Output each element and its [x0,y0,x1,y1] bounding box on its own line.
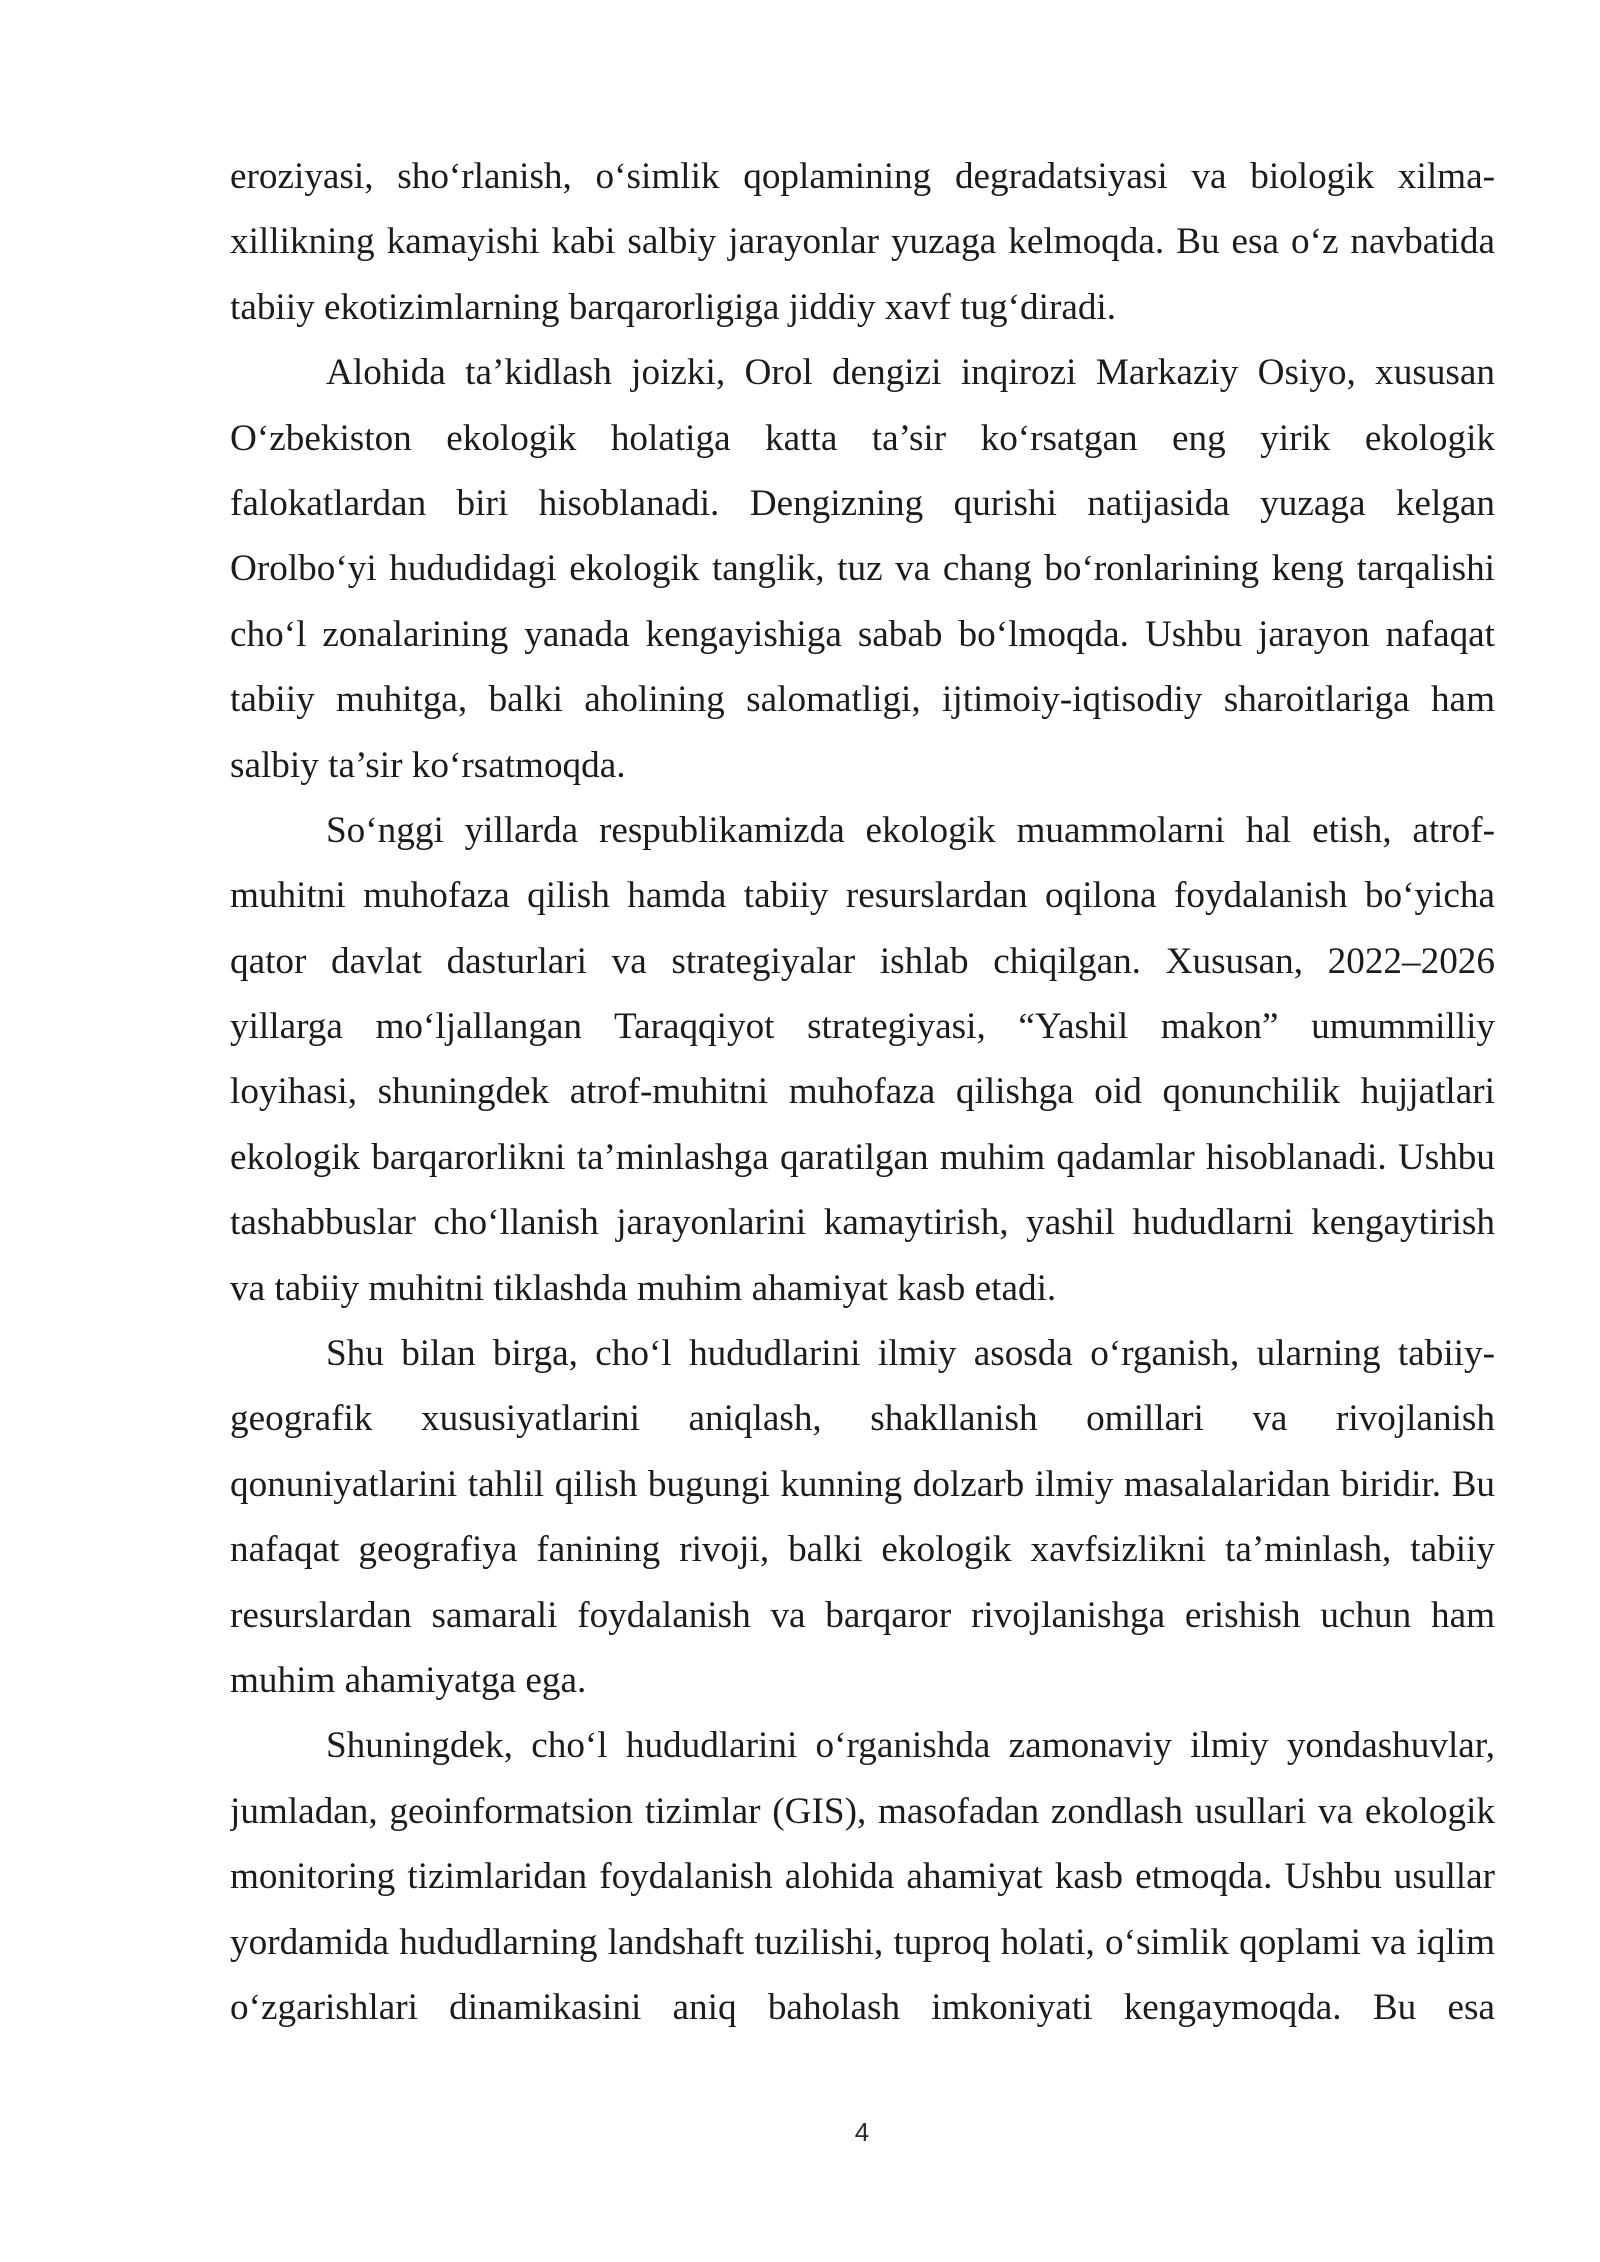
text-line: Orolbo‘yi hududidagi ekologik tanglik, tuz va chang bo‘ronlarining keng tarqalishi [230,548,1495,590]
text-line: eroziyasi, sho‘rlanish, o‘simlik qoplamining degradatsiyasi va biologik xilma- [230,156,1495,197]
text-line: Shuningdek, cho‘l hududlarini o‘rganishda zamonaviy ilmiy yondashuvlar, [326,1725,1495,1767]
text-line: qator davlat dasturlari va strategiyalar ishlab chiqilgan. Xususan, 2022–2026 [230,940,1495,982]
text-line: va tabiiy muhitni tiklashda muhim ahamiyat kasb etadi. [230,1267,1057,1309]
text-line: nafaqat geografiya fanining rivoji, balki ekologik xavfsizlikni ta’minlash, tabiiy [230,1529,1495,1571]
text-line: yordamida hududlarning landshaft tuzilishi, tuproq holati, o‘simlik qoplami va iqlim [230,1921,1495,1963]
text-line: tashabbuslar cho‘llanish jarayonlarini kamaytirish, yashil hududlarni kengaytirish [230,1202,1495,1244]
paragraph-4 [230,1321,1495,1713]
page-number: 4 [854,2117,870,2147]
text-line: So‘nggi yillarda respublikamizda ekologik muammolarni hal etish, atrof- [326,809,1495,851]
text-line: O‘zbekiston ekologik holatiga katta ta’sir ko‘rsatgan eng yirik ekologik [230,417,1495,459]
text-line: tabiiy ekotizimlarning barqarorligiga jiddiy xavf tug‘diradi. [230,286,1117,328]
text-line: monitoring tizimlaridan foydalanish alohida ahamiyat kasb etmoqda. Ushbu usullar [230,1856,1495,1898]
text-line: qonuniyatlarini tahlil qilish bugungi kunning dolzarb ilmiy masalalaridan biridir. Bu [230,1463,1495,1505]
text-line: resurslardan samarali foydalanish va barqaror rivojlanishga erishish uchun ham [230,1594,1495,1636]
text-line: muhitni muhofaza qilish hamda tabiiy resurslardan oqilona foydalanish bo‘yicha [230,875,1495,917]
paragraph-5 [230,1713,1495,2040]
text-line: geografik xususiyatlarini aniqlash, shakllanish omillari va rivojlanish [230,1398,1495,1440]
text-line: tabiiy muhitga, balki aholining salomatligi, ijtimoiy-iqtisodiy sharoitlariga ham [230,679,1495,721]
text-line: xillikning kamayishi kabi salbiy jarayonlar yuzaga kelmoqda. Bu esa o‘z navbatida [230,221,1495,263]
text-line: Shu bilan birga, cho‘l hududlarini ilmiy asosda o‘rganish, ularning tabiiy- [326,1333,1495,1375]
text-line: cho‘l zonalarining yanada kengayishiga sabab bo‘lmoqda. Ushbu jarayon nafaqat [230,613,1495,655]
text-line: loyihasi, shuningdek atrof-muhitni muhofaza qilishga oid qonunchilik hujjatlari [230,1071,1495,1113]
body-text [230,144,1495,2040]
text-line: salbiy ta’sir ko‘rsatmoqda. [230,744,626,786]
text-line: Alohida ta’kidlash joizki, Orol dengizi inqirozi Markaziy Osiyo, xususan [326,352,1495,394]
text-line: falokatlardan biri hisoblanadi. Dengizning qurishi natijasida yuzaga kelgan [230,482,1495,524]
paragraph-2 [230,340,1495,798]
text-line: jumladan, geoinformatsion tizimlar (GIS), masofadan zondlash usullari va ekologik [230,1790,1495,1832]
paragraph-3 [230,798,1495,1321]
paragraph-1 [230,144,1495,340]
text-line: muhim ahamiyatga ega. [230,1659,587,1701]
text-line: o‘zgarishlari dinamikasini aniq baholash imkoniyati kengaymoqda. Bu esa [230,1986,1495,2028]
text-line: ekologik barqarorlikni ta’minlashga qaratilgan muhim qadamlar hisoblanadi. Ushbu [230,1136,1495,1178]
text-line: yillarga mo‘ljallangan Taraqqiyot strategiyasi, “Yashil makon” umummilliy [230,1006,1495,1048]
